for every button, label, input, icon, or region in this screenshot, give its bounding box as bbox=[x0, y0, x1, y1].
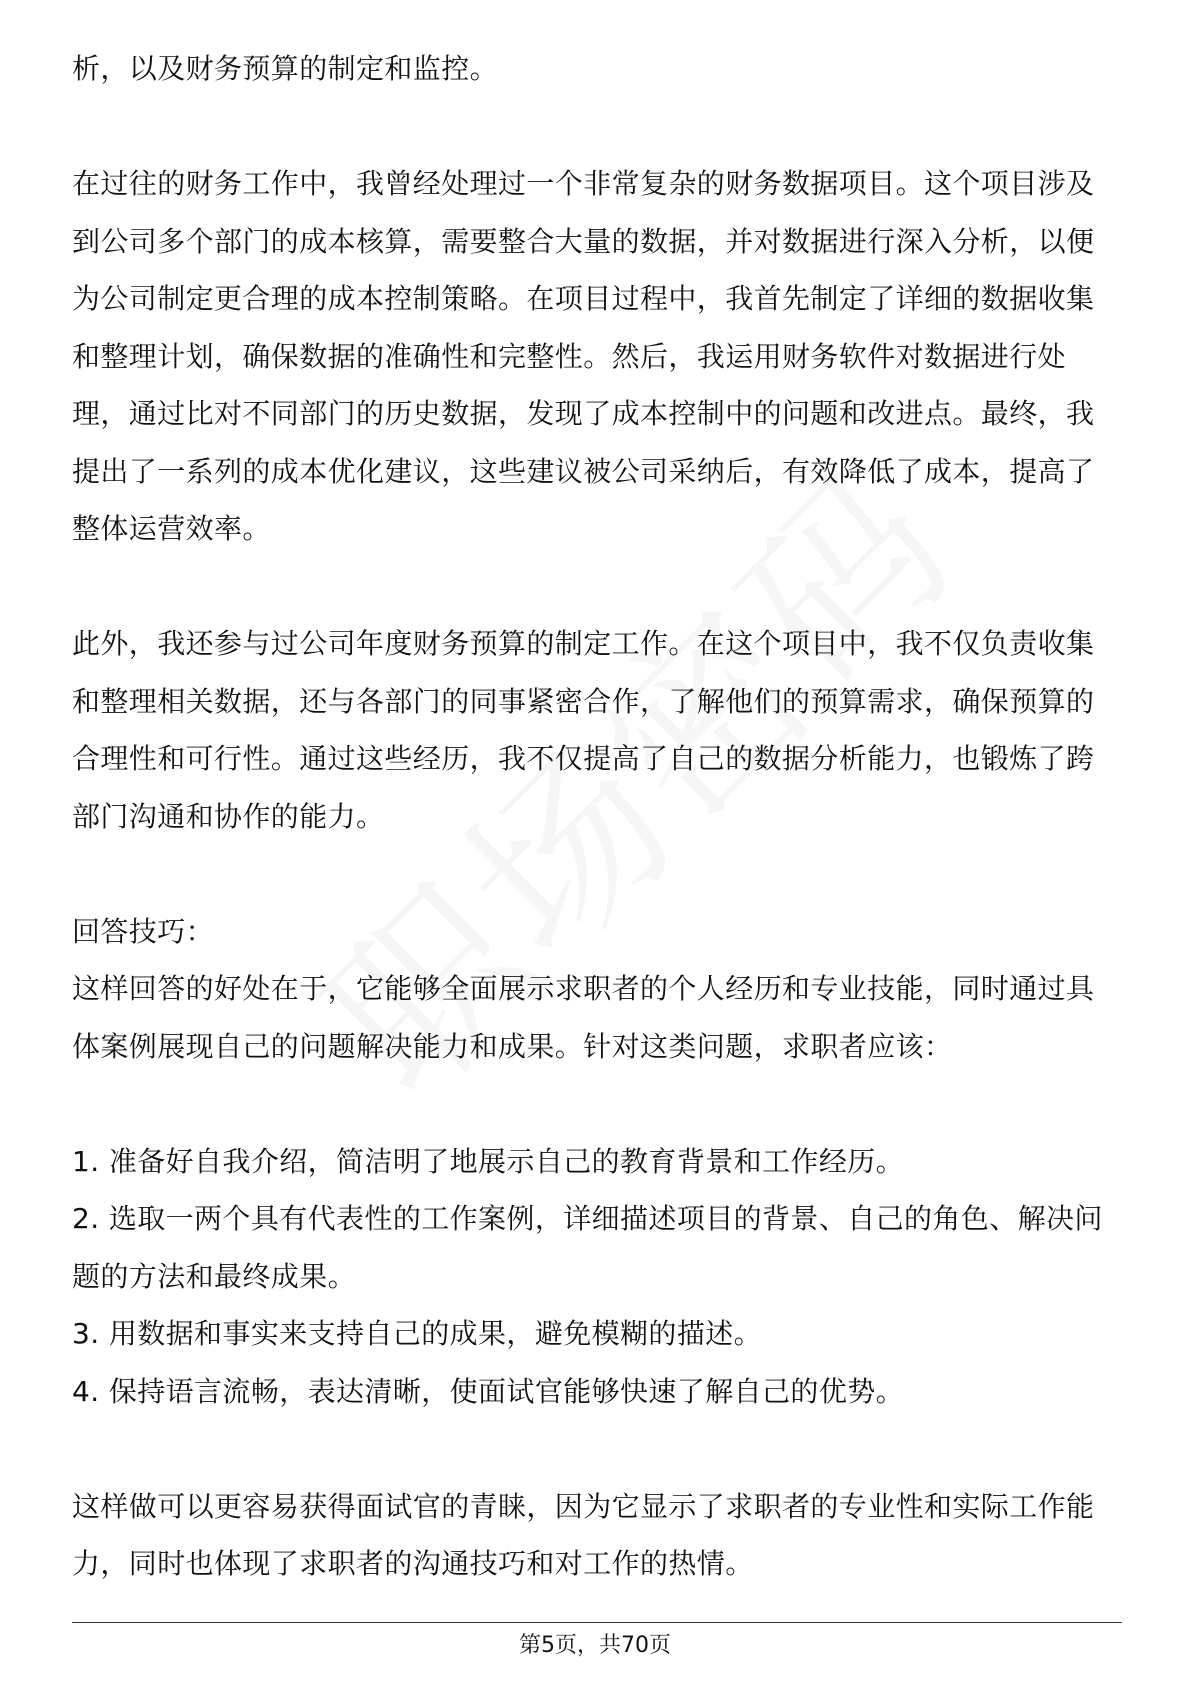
tips-intro: 这样回答的好处在于，它能够全面展示求职者的个人经历和专业技能，同时通过具体案例展现自己的问题解决能力和成果。针对这类问题，求职者应该： bbox=[72, 972, 1095, 1063]
closing-paragraph: 这样做可以更容易获得面试官的青睐，因为它显示了求职者的专业性和实际工作能力，同时也体现了求职者的沟通技巧和对工作的热情。 bbox=[72, 1489, 1095, 1580]
paragraph-gap bbox=[72, 558, 1122, 616]
tips-heading: 回答技巧： bbox=[72, 914, 215, 948]
tip-item-1: 1. 准备好自我介绍，简洁明了地展示自己的教育背景和工作经历。 bbox=[72, 1144, 905, 1178]
tip-item-3: 3. 用数据和事实来支持自己的成果，避免模糊的描述。 bbox=[72, 1317, 763, 1350]
paragraph-budget-experience: 此外，我还参与过公司年度财务预算的制定工作。在这个项目中，我不仅负责收集和整理相关数据，还与各部门的同事紧密合作，了解他们的预算需求，确保预算的合理性和可行性。通过这些经历，我不仅提高了自己的数据分析能力，也锻炼了跨部门沟通和协作的能力。 bbox=[72, 627, 1095, 833]
paragraph-continuation: 析，以及财务预算的制定和监控。 bbox=[72, 52, 499, 85]
tip-item-2: 2. 选取一两个具有代表性的工作案例，详细描述项目的背景、自己的角色、解决问题的方法和最终成果。 bbox=[72, 1202, 1103, 1293]
footer-divider bbox=[72, 1622, 1122, 1623]
paragraph-gap bbox=[72, 98, 1122, 156]
paragraph-gap bbox=[72, 1075, 1122, 1133]
page-content bbox=[72, 40, 1122, 1593]
page-number: 第5页，共70页 bbox=[519, 1633, 671, 1658]
tip-item-4: 4. 保持语言流畅，表达清晰，使面试官能够快速了解自己的优势。 bbox=[72, 1374, 905, 1408]
paragraph-gap bbox=[72, 1420, 1122, 1478]
paragraph-gap bbox=[72, 845, 1122, 903]
paragraph-project-experience: 在过往的财务工作中，我曾经处理过一个非常复杂的财务数据项目。这个项目涉及到公司多个部门的成本核算，需要整合大量的数据，并对数据进行深入分析，以便为公司制定更合理的成本控制策略。在项目过程中，我首先制定了详细的数据收集和整理计划，确保数据的准确性和完整性。然后，我运用财务软件对数据进行处理，通过比对不同部门的历史数据，发现了成本控制中的问题和改进点。最终，我提出了一系列的成本优化建议，这些建议被公司采纳后，有效降低了成本，提高了整体运营效率。 bbox=[72, 167, 1095, 545]
